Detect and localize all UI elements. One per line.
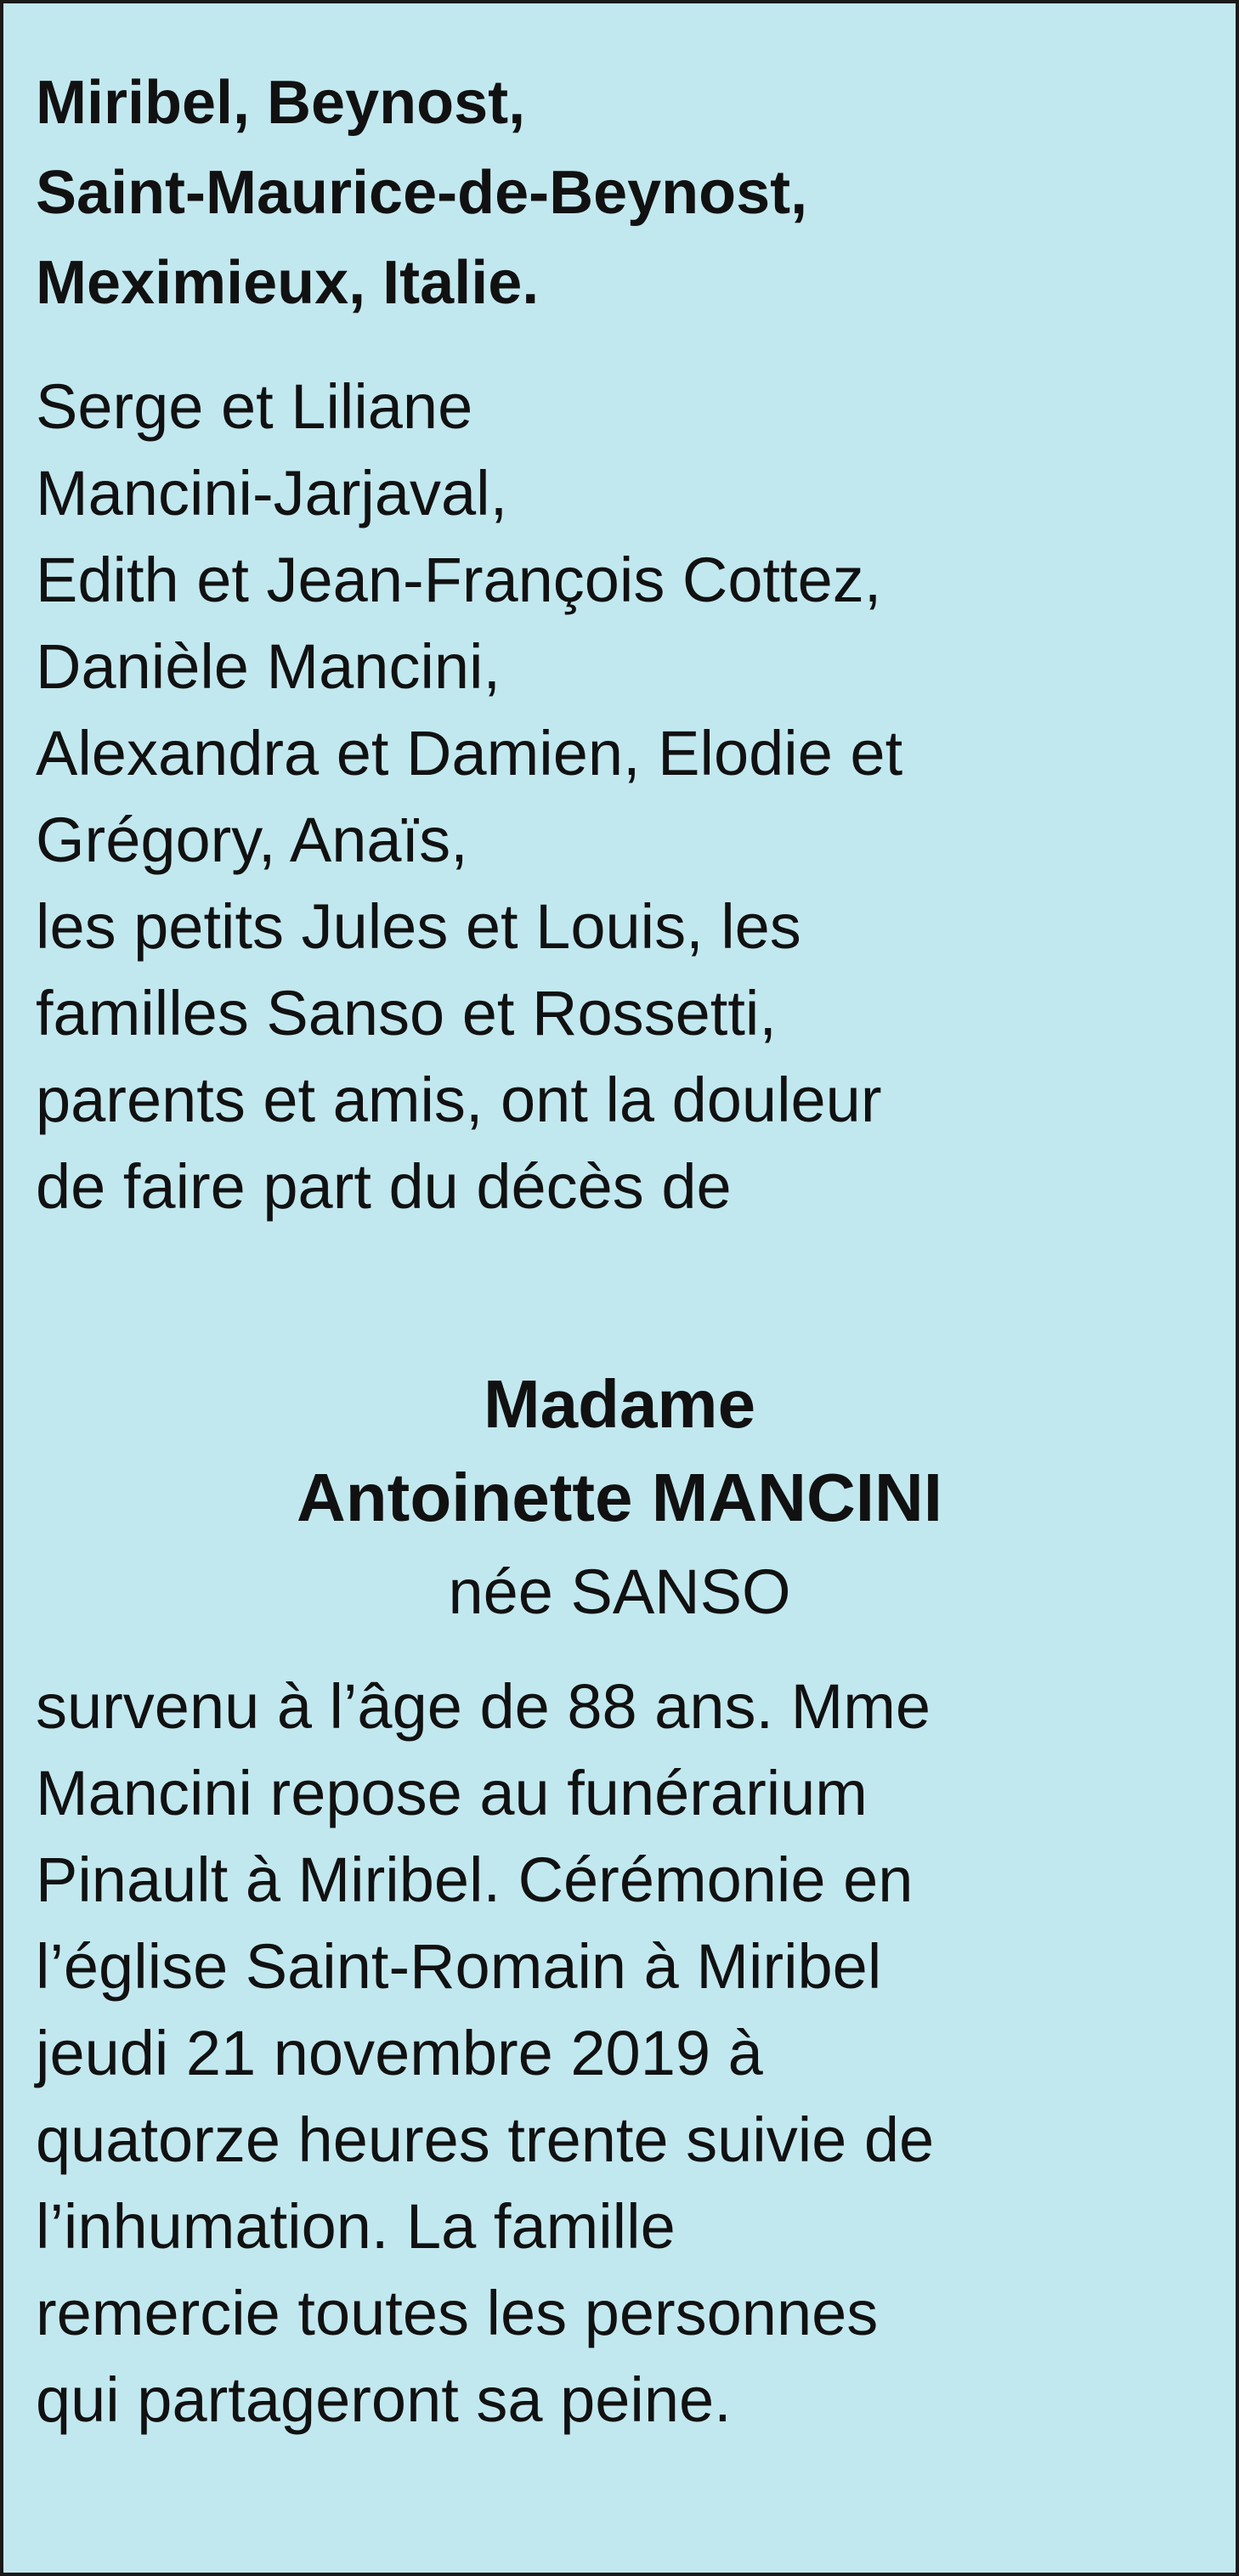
deceased-name: Antoinette MANCINI (297, 1460, 942, 1535)
deceased-name-block (3, 1358, 1236, 1640)
ceremony-details: survenu à l’âge de 88 ans. Mme Mancini repose au funérarium Pinault à Miribel. Cérémonie en l’église Saint-Romain à Miribel jeudi 21 novembre 2019 à quatorze heures trente suivie de l’inhumation. La famille remercie toutes les personnes qui partageront sa peine. (36, 1671, 935, 2435)
family-announcement: Serge et Liliane Mancini-Jarjaval, Edith et Jean-François Cottez, Danièle Mancini, Alexandra et Damien, Elodie et Grégory, Anaïs, les petits Jules et Louis, les familles Sanso et Rossetti, parents et amis, ont la douleur de faire part du décès de (36, 371, 903, 1222)
deceased-title: Madame (483, 1366, 756, 1442)
deceased-birth-name: née SANSO (448, 1556, 791, 1627)
locations-heading: Miribel, Beynost, Saint-Maurice-de-Beynost, Meximieux, Italie. (36, 69, 808, 317)
